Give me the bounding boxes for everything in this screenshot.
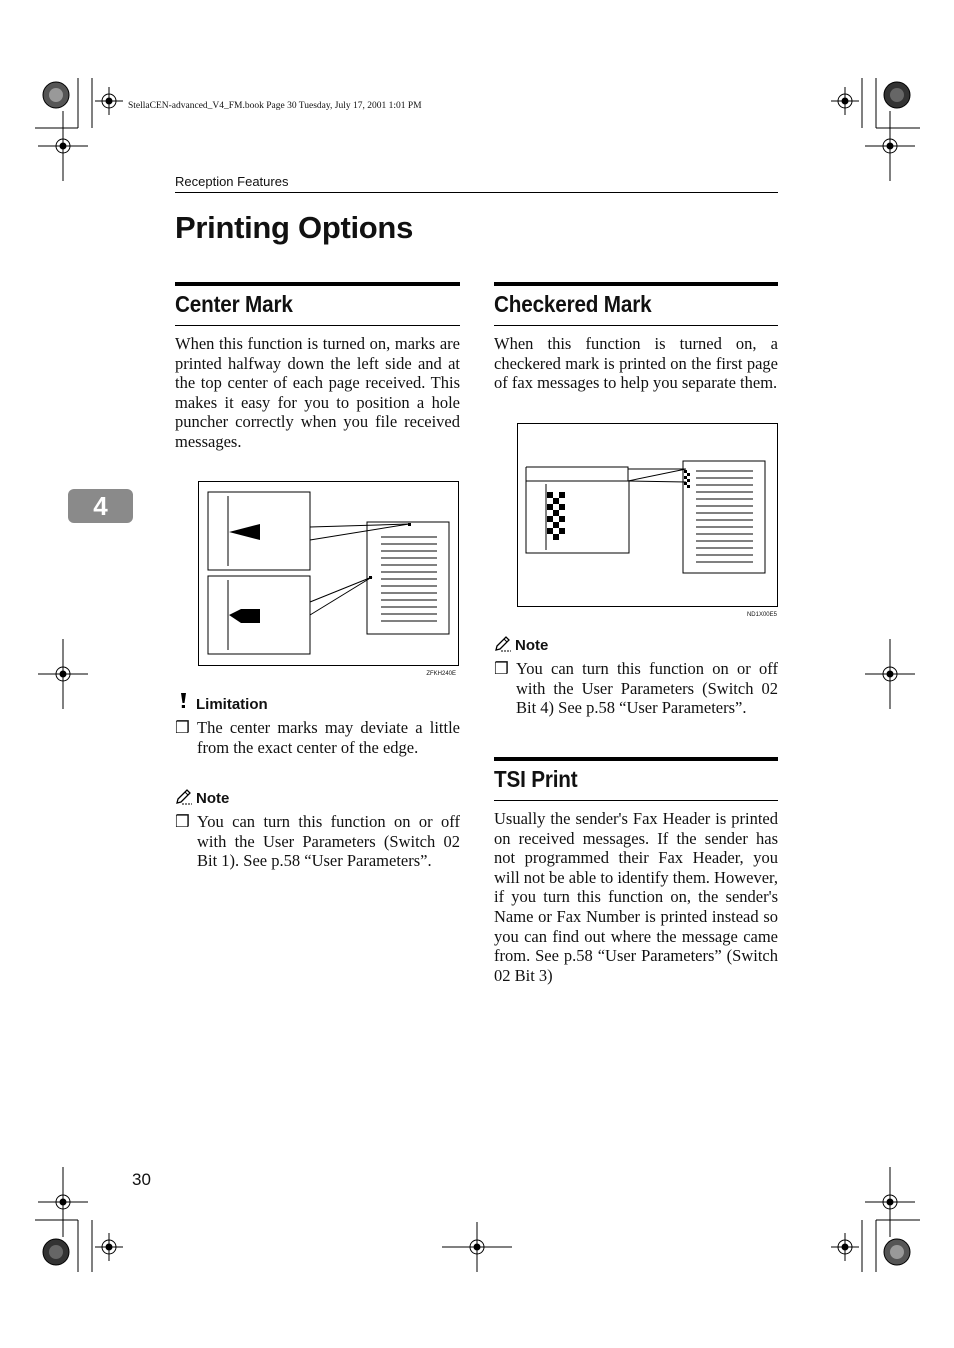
- page-number: 30: [132, 1170, 151, 1189]
- bullet-box-icon: ❒: [175, 812, 190, 831]
- checkered-mark-heading: Checkered Mark: [494, 291, 652, 317]
- note-label: Note: [196, 790, 230, 807]
- running-header: Reception Features: [175, 174, 289, 189]
- header-rule: [175, 192, 778, 193]
- tsi-print-heading: TSI Print: [494, 766, 578, 792]
- pencil-note-icon: [175, 789, 193, 805]
- section-bar: [175, 282, 460, 286]
- note-text: You can turn this function on or off with the User Parameters (Switch 02 Bit 4) See p.58 “User Parameters”.: [516, 659, 778, 718]
- bullet-box-icon: ❒: [175, 718, 190, 737]
- exclamation-icon: [177, 693, 189, 709]
- limitation-label: Limitation: [196, 696, 268, 713]
- tsi-print-body: Usually the sender's Fax Header is printed on received messages. If the sender has not programmed their Fax Header, you will not be able to identify them. However, if you turn this function on, the sender's Name or Fax Number is printed instead so you can find out where the message came from. See p.58 “User Parameters” (Switch 02 Bit 3): [494, 809, 778, 985]
- figure-code: ZFKH240E: [426, 671, 456, 677]
- note-label: Note: [515, 637, 549, 654]
- pencil-note-icon: [494, 636, 512, 652]
- center-mark-illustration: [199, 482, 458, 665]
- checkered-mark-figure: [517, 423, 778, 618]
- center-mark-body: When this function is turned on, marks are printed halfway down the left side and at the top center of each page received. This makes it easy for you to position a hole puncher correctly when you file received messages.: [175, 334, 460, 451]
- limitation-text: The center marks may deviate a little from the exact center of the edge.: [197, 718, 460, 757]
- checkered-mark-illustration: [518, 424, 777, 606]
- chapter-tab: 4: [68, 489, 133, 523]
- section-rule: [494, 800, 778, 801]
- center-mark-heading: Center Mark: [175, 291, 293, 317]
- note-item: [494, 659, 778, 718]
- limitation-item: [175, 718, 460, 757]
- center-mark-figure: [198, 481, 459, 677]
- figure-code: ND1X00E5: [746, 612, 777, 618]
- section-bar: [494, 757, 778, 761]
- section-rule: [175, 325, 460, 326]
- note-text: You can turn this function on or off with the User Parameters (Switch 02 Bit 1). See p.58 “User Parameters”.: [197, 812, 460, 871]
- bullet-box-icon: ❒: [494, 659, 509, 678]
- section-rule: [494, 325, 778, 326]
- note-item: [175, 812, 460, 871]
- section-bar: [494, 282, 778, 286]
- page-title: Printing Options: [175, 210, 414, 245]
- checkered-mark-body: When this function is turned on, a checkered mark is printed on the first page of fax messages to help you separate them.: [494, 334, 778, 393]
- file-info-bar: StellaCEN-advanced_V4_FM.book Page 30 Tuesday, July 17, 2001 1:01 PM: [128, 101, 422, 111]
